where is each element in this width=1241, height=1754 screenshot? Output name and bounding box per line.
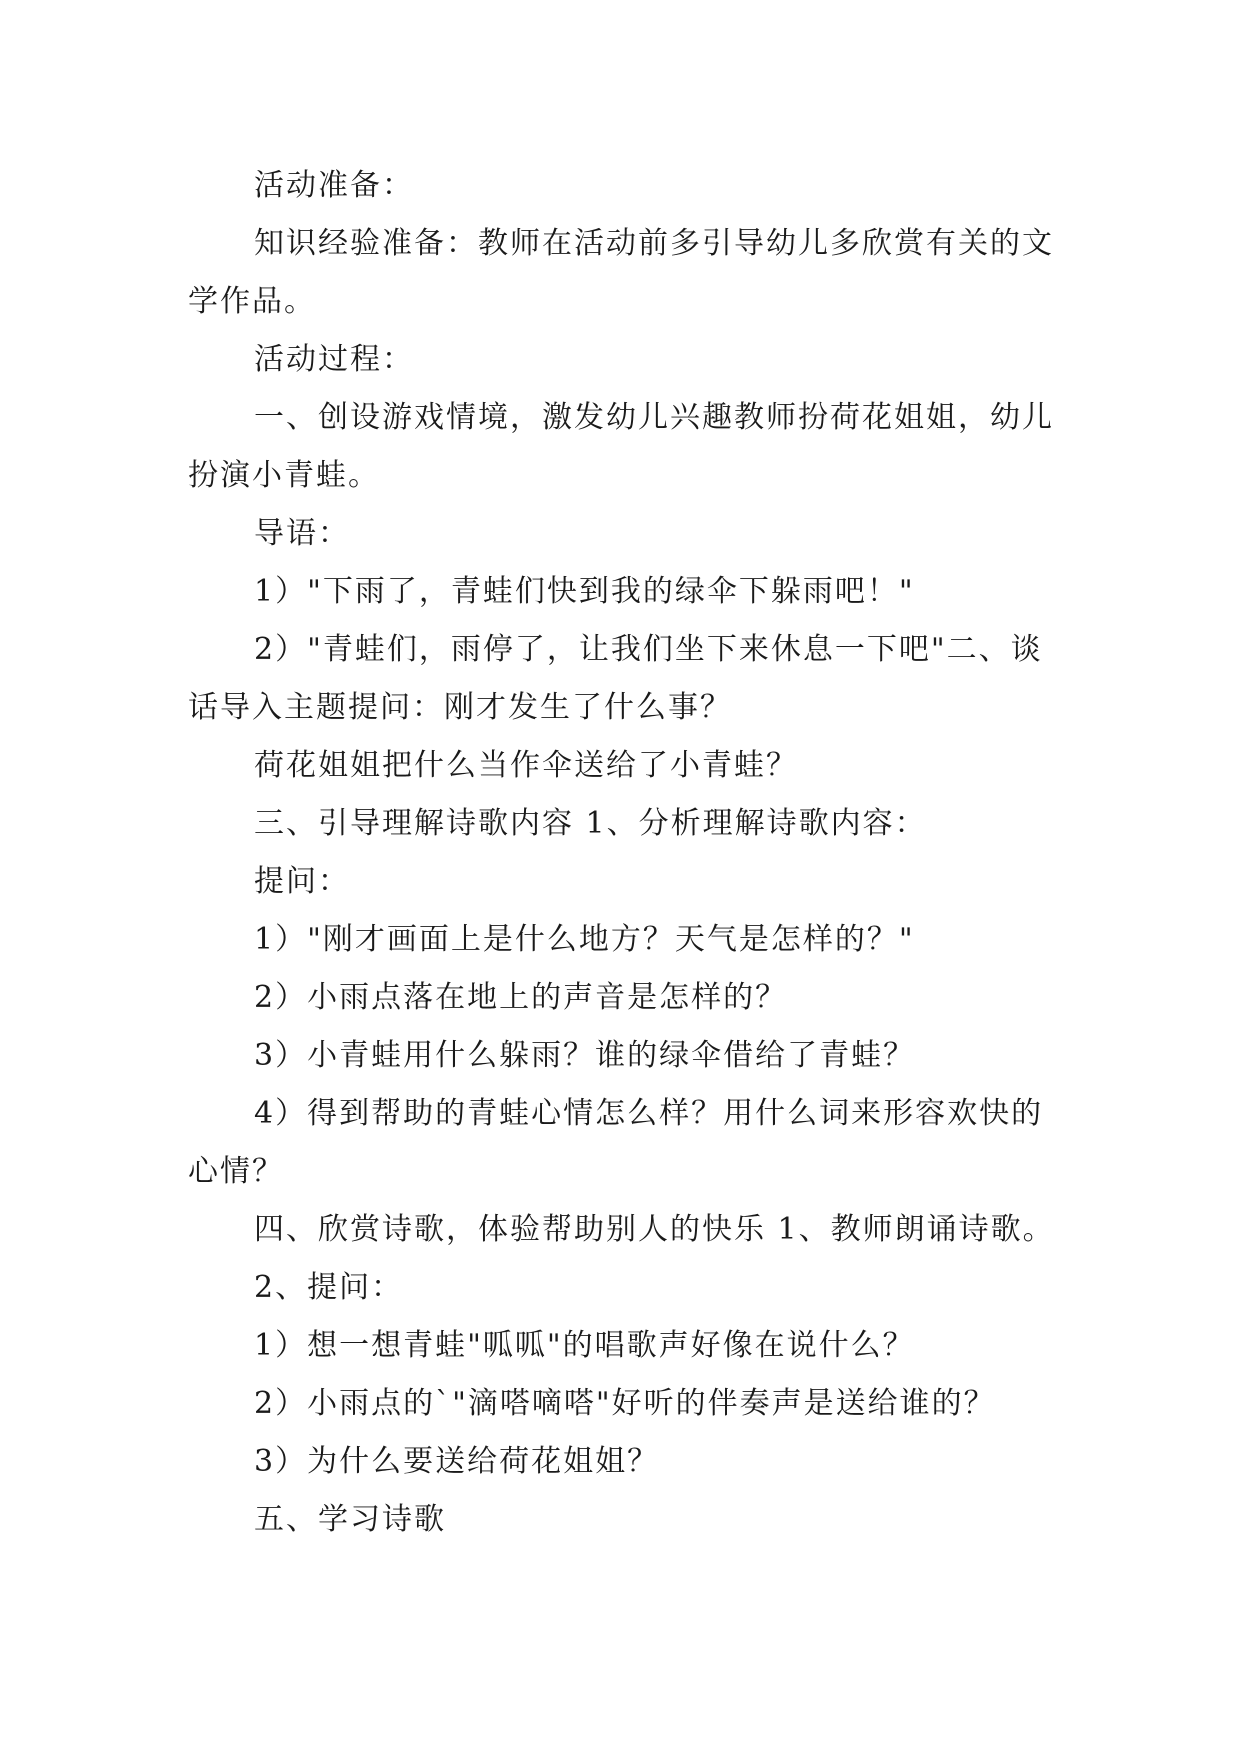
paragraph: 1）想一想青蛙"呱呱"的唱歌声好像在说什么？ [254, 1328, 915, 1363]
paragraph: 3）小青蛙用什么躲雨？谁的绿伞借给了青蛙？ [254, 1038, 916, 1073]
paragraph: 1）"下雨了，青蛙们快到我的绿伞下躲雨吧！" [254, 574, 915, 609]
paragraph: 活动过程： [254, 342, 414, 377]
paragraph: 五、学习诗歌 [254, 1502, 446, 1537]
paragraph: 导语： [254, 516, 350, 551]
paragraph: 4）得到帮助的青蛙心情怎么样？用什么词来形容欢快的心情？ [188, 1096, 1044, 1189]
paragraph: 提问： [254, 864, 350, 899]
paragraph: 2）小雨点落在地上的声音是怎样的？ [254, 980, 788, 1015]
paragraph: 3）为什么要送给荷花姐姐？ [254, 1444, 660, 1479]
paragraph: 1）"刚才画面上是什么地方？天气是怎样的？" [254, 922, 915, 957]
document-body [188, 157, 1068, 1549]
paragraph: 荷花姐姐把什么当作伞送给了小青蛙？ [254, 748, 798, 783]
paragraph: 一、创设游戏情境，激发幼儿兴趣教师扮荷花姐姐，幼儿扮演小青蛙。 [188, 400, 1054, 493]
paragraph: 2）小雨点的`"滴嗒嘀嗒"好听的伴奏声是送给谁的？ [254, 1386, 996, 1421]
paragraph: 三、引导理解诗歌内容 1、分析理解诗歌内容： [254, 806, 927, 841]
paragraph: 2）"青蛙们，雨停了，让我们坐下来休息一下吧"二、谈话导入主题提问：刚才发生了什么事？ [188, 632, 1043, 725]
paragraph: 知识经验准备：教师在活动前多引导幼儿多欣赏有关的文学作品。 [188, 226, 1054, 319]
paragraph: 活动准备： [254, 168, 414, 203]
paragraph: 2、提问： [254, 1270, 404, 1305]
paragraph: 四、欣赏诗歌，体验帮助别人的快乐 1、教师朗诵诗歌。 [254, 1212, 1055, 1247]
